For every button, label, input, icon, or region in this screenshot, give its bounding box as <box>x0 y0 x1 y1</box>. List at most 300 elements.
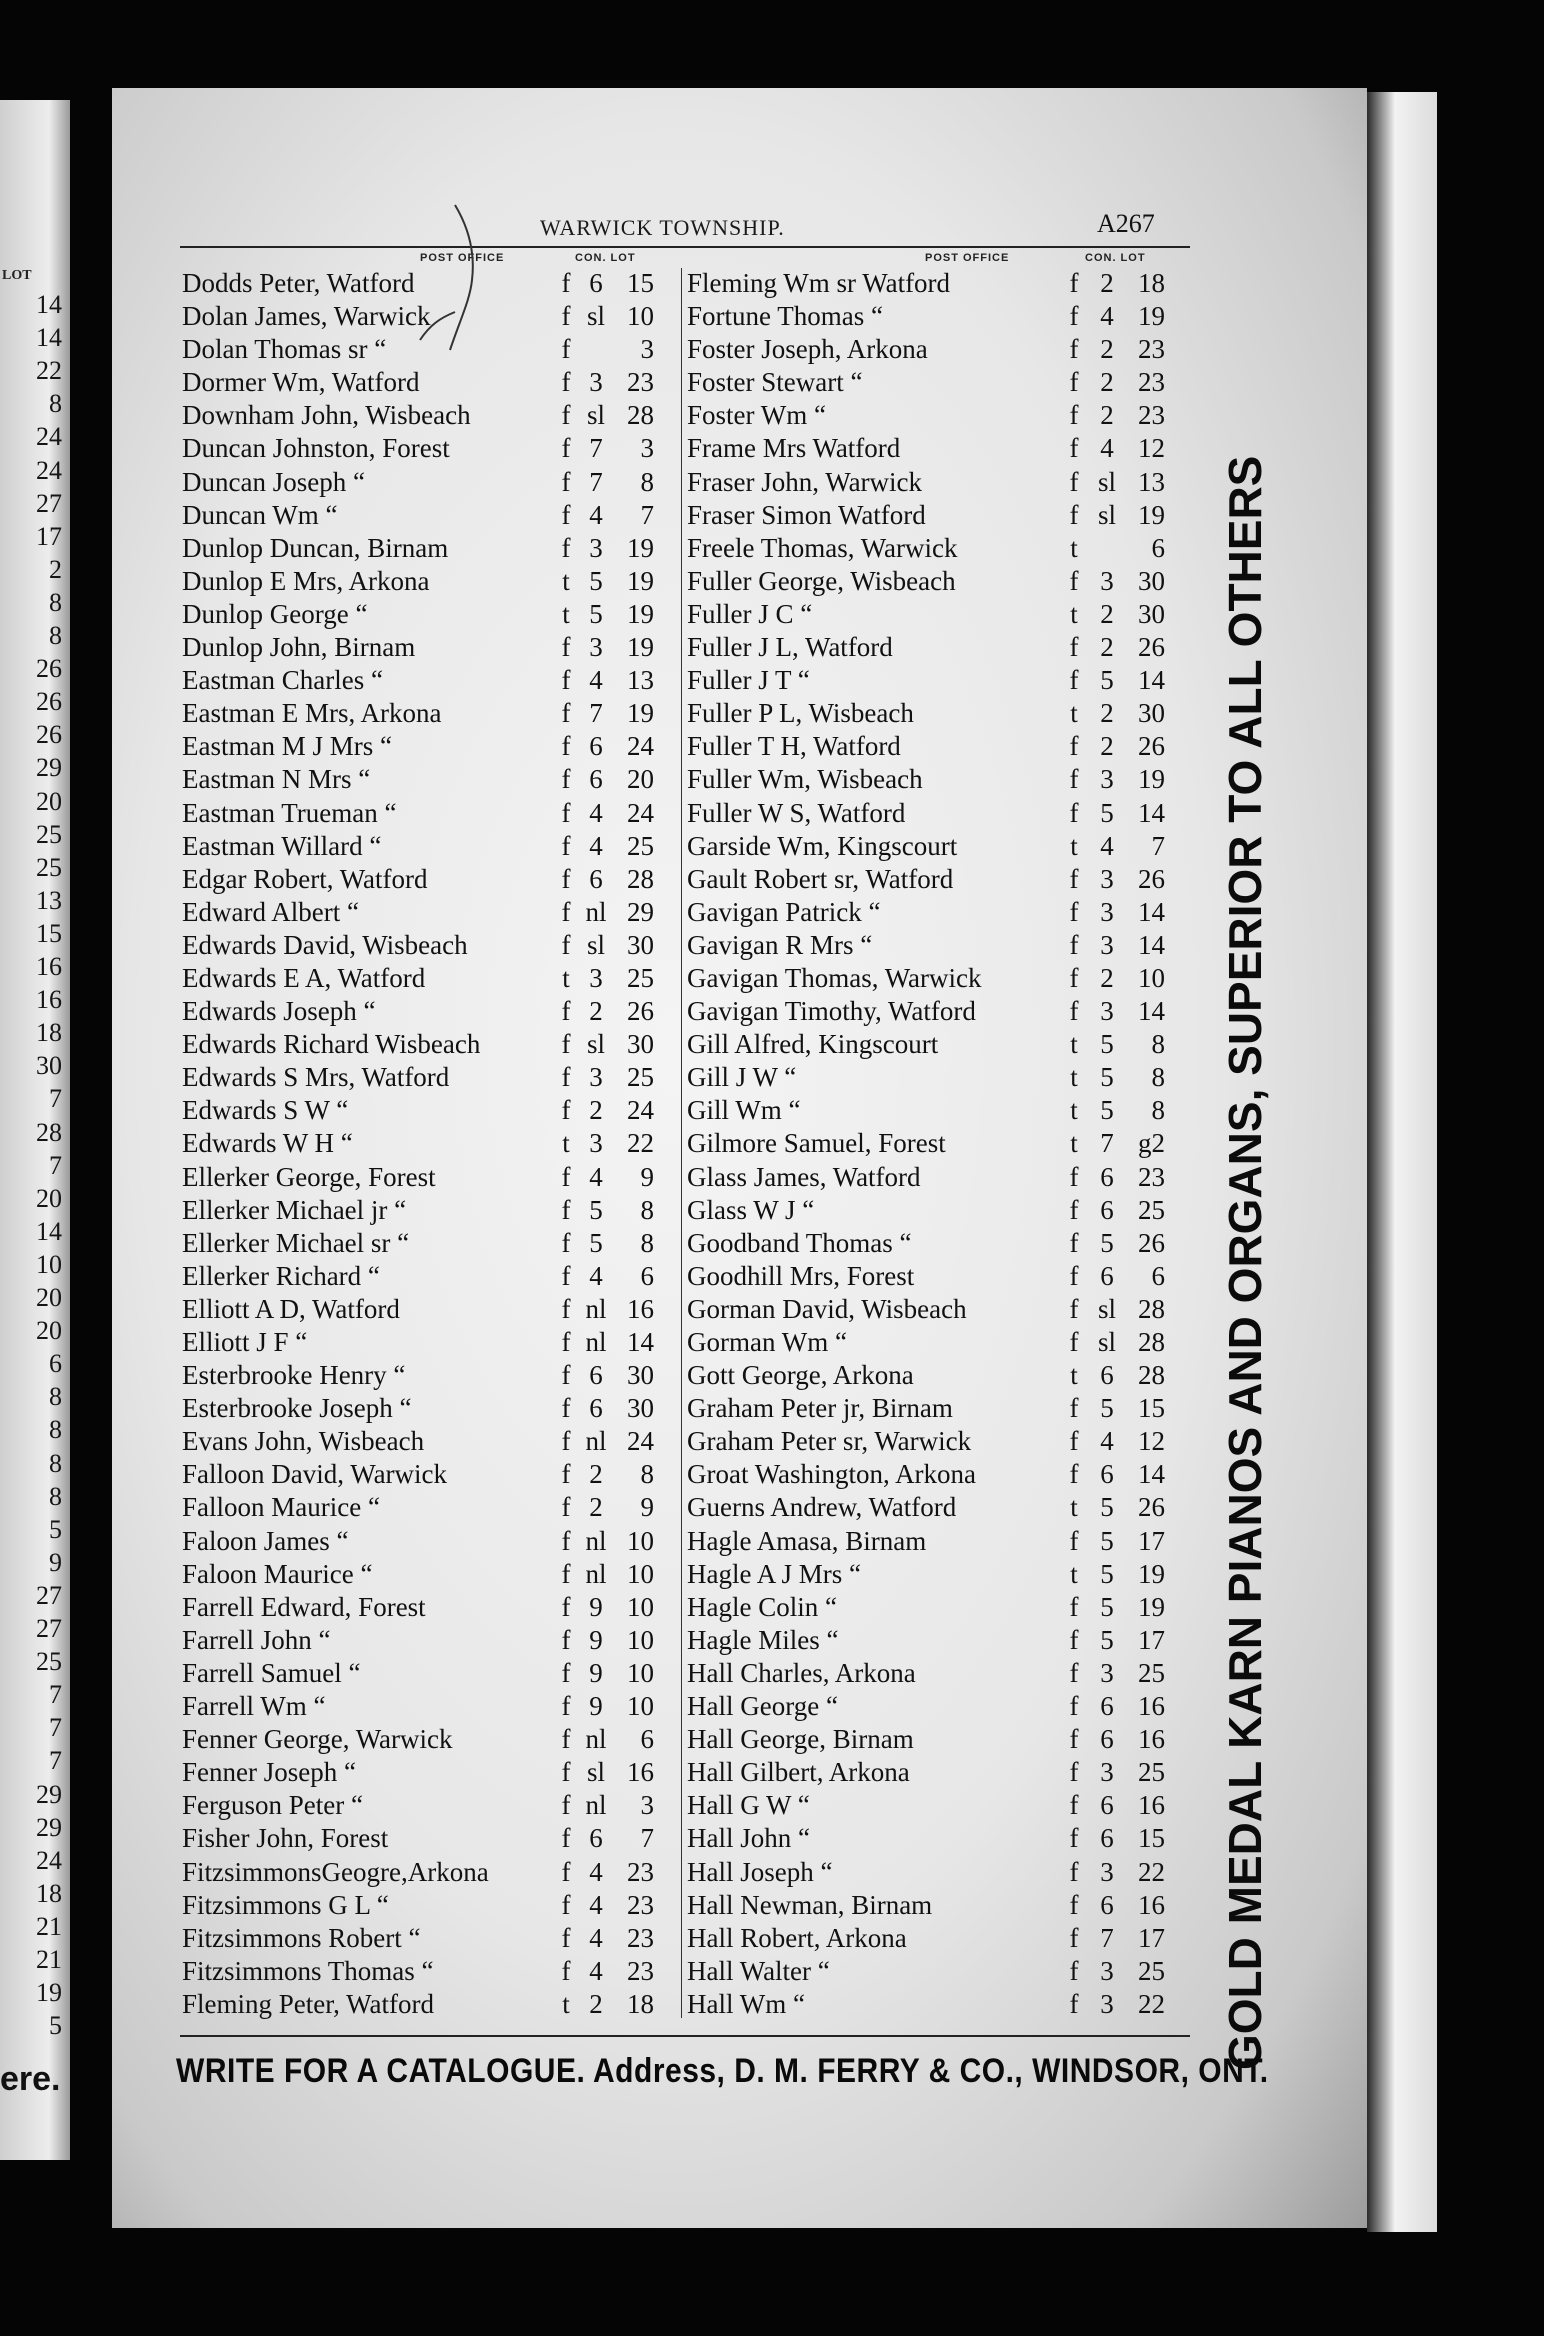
entry-name: Dunlop John, Birnam <box>182 632 416 663</box>
entry-name: Dormer Wm, Watford <box>182 367 420 398</box>
entry-lot: 16 <box>627 1293 654 1324</box>
entry-lot: 9 <box>640 1161 654 1192</box>
entry-concession: 4 <box>1100 1426 1114 1457</box>
entry-lot: 30 <box>1138 598 1165 629</box>
entry-name: Duncan Johnston, Forest <box>182 433 450 464</box>
entry-tenure: f <box>1069 1161 1079 1192</box>
entry-lot: 10 <box>1138 962 1165 993</box>
entry-name: Fitzsimmons Thomas “ <box>182 1955 434 1986</box>
entry-lot: 10 <box>627 1558 654 1589</box>
entry-concession: 2 <box>589 996 603 1027</box>
entry-lot: 10 <box>627 301 654 332</box>
entry-name: Ellerker Richard “ <box>182 1260 380 1291</box>
entry-concession: 6 <box>1100 1194 1114 1225</box>
left-lot-heading: LOT <box>2 268 32 283</box>
entry-concession: 6 <box>589 731 603 762</box>
left-lot-number: 14 <box>36 290 62 319</box>
entry-concession: 5 <box>1100 665 1114 696</box>
entry-tenure: f <box>1069 499 1079 530</box>
left-lot-number: 29 <box>36 753 62 783</box>
entry-name: Fisher John, Forest <box>182 1823 389 1854</box>
entry-lot: 23 <box>1138 400 1165 431</box>
entry-concession: 2 <box>1100 731 1114 762</box>
entry-lot: 25 <box>627 1062 654 1093</box>
directory-entry <box>182 1227 662 1260</box>
entry-name: Fleming Wm sr Watford <box>687 268 951 298</box>
entry-name: Fenner George, Warwick <box>182 1724 453 1755</box>
entry-name: Gott George, Arkona <box>687 1360 914 1391</box>
entry-lot: 30 <box>1138 698 1165 729</box>
entry-concession: 2 <box>589 1459 603 1490</box>
entry-tenure: f <box>561 1856 571 1887</box>
entry-name: Hagle Colin “ <box>687 1591 837 1622</box>
entry-concession: 5 <box>1100 797 1114 828</box>
left-lot-number: 5 <box>49 1514 62 1544</box>
entry-name: Gill Wm “ <box>687 1095 801 1126</box>
entry-name: Esterbrooke Joseph “ <box>182 1393 412 1424</box>
directory-entry <box>687 1591 1207 1624</box>
entry-lot: 16 <box>1138 1790 1165 1821</box>
directory-entry <box>182 631 662 664</box>
entry-concession: 6 <box>589 268 603 298</box>
entry-lot: 17 <box>1138 1624 1165 1655</box>
entry-lot: 16 <box>1138 1691 1165 1722</box>
entry-name: Ellerker George, Forest <box>182 1161 436 1192</box>
entry-lot: 19 <box>627 698 654 729</box>
entry-tenure: f <box>561 1095 571 1126</box>
entry-name: Hall Walter “ <box>687 1955 830 1986</box>
entry-lot: 24 <box>627 1095 654 1126</box>
entry-concession: 5 <box>1100 1525 1114 1556</box>
entry-lot: 17 <box>1138 1922 1165 1953</box>
entry-concession: 3 <box>589 367 603 398</box>
entry-concession: 6 <box>1100 1823 1114 1854</box>
entry-name: Fuller J L, Watford <box>687 632 893 663</box>
entry-tenure: f <box>561 334 571 365</box>
entry-lot: 28 <box>1138 1293 1165 1324</box>
entry-tenure: f <box>561 830 571 861</box>
entry-tenure: f <box>1069 896 1079 927</box>
entry-concession: 3 <box>1100 764 1114 795</box>
entry-concession: 4 <box>589 1922 603 1953</box>
entry-lot: 3 <box>640 433 654 464</box>
directory-entry <box>182 1723 662 1756</box>
entry-tenure: f <box>561 367 571 398</box>
entry-lot: 7 <box>1151 830 1165 861</box>
directory-entry <box>182 1094 662 1127</box>
entry-concession: 3 <box>589 532 603 563</box>
entry-lot: 28 <box>627 863 654 894</box>
entry-name: Ferguson Peter “ <box>182 1790 363 1821</box>
directory-entry <box>182 1558 662 1591</box>
entry-lot: 25 <box>627 830 654 861</box>
directory-entry <box>182 664 662 697</box>
page-number: A267 <box>1097 209 1155 238</box>
entry-lot: 10 <box>627 1691 654 1722</box>
left-lot-number: 20 <box>36 786 62 816</box>
entry-name: Gorman David, Wisbeach <box>687 1293 967 1324</box>
entry-concession: 5 <box>589 565 603 596</box>
entry-tenure: f <box>561 1922 571 1953</box>
entry-tenure: f <box>561 301 571 332</box>
directory-entry <box>687 697 1207 730</box>
entry-tenure: f <box>561 632 571 663</box>
directory-entry <box>182 830 662 863</box>
entry-concession: sl <box>1097 466 1116 497</box>
entry-lot: 25 <box>627 962 654 993</box>
directory-entry <box>687 863 1207 896</box>
entry-tenure: f <box>1069 400 1079 431</box>
entry-tenure: t <box>1070 1360 1078 1391</box>
left-lot-number: 9 <box>49 1547 62 1577</box>
entry-name: Hall George, Birnam <box>687 1724 914 1755</box>
directory-entry <box>687 664 1207 697</box>
entry-tenure: f <box>561 1227 571 1258</box>
left-lot-number: 27 <box>36 1580 62 1610</box>
entry-tenure: f <box>1069 764 1079 795</box>
entry-lot: 19 <box>627 598 654 629</box>
left-lot-number: 8 <box>49 587 62 617</box>
entry-tenure: t <box>1070 1492 1078 1523</box>
entry-lot: 23 <box>627 367 654 398</box>
entry-name: Fitzsimmons G L “ <box>182 1889 389 1920</box>
entry-tenure: f <box>561 433 571 464</box>
entry-concession: 7 <box>589 466 603 497</box>
entry-name: Glass James, Watford <box>687 1161 921 1192</box>
entry-name: Hall Charles, Arkona <box>687 1657 916 1688</box>
entry-lot: 6 <box>640 1724 654 1755</box>
entry-name: Falloon David, Warwick <box>182 1459 448 1490</box>
entry-lot: 8 <box>1151 1029 1165 1060</box>
entry-name: Eastman Willard “ <box>182 830 382 861</box>
entry-name: Eastman E Mrs, Arkona <box>182 698 442 729</box>
entry-concession: 2 <box>589 1492 603 1523</box>
entry-tenure: f <box>1069 797 1079 828</box>
entry-tenure: f <box>561 764 571 795</box>
entry-name: FitzsimmonsGeogre,Arkona <box>182 1856 489 1887</box>
entry-lot: 10 <box>627 1624 654 1655</box>
entry-tenure: f <box>1069 929 1079 960</box>
entry-concession: 3 <box>1100 896 1114 927</box>
entry-concession: sl <box>1097 1327 1116 1357</box>
entry-concession: sl <box>586 1757 605 1788</box>
entry-name: Garside Wm, Kingscourt <box>687 830 958 861</box>
left-lot-number: 8 <box>49 1415 62 1445</box>
entry-tenure: f <box>561 665 571 696</box>
entry-name: Hall Newman, Birnam <box>687 1889 933 1920</box>
entry-tenure: f <box>561 268 571 298</box>
left-lot-number: 5 <box>49 2011 62 2041</box>
entry-concession: 4 <box>589 1955 603 1986</box>
entry-tenure: f <box>1069 1790 1079 1821</box>
directory-column-left <box>182 267 662 2021</box>
left-lot-number: 2 <box>49 554 62 584</box>
entry-concession: 7 <box>1100 1128 1114 1159</box>
directory-entry <box>182 1690 662 1723</box>
entry-name: Edwards Richard Wisbeach <box>182 1029 481 1060</box>
entry-lot: 19 <box>1138 499 1165 530</box>
entry-concession: 2 <box>1100 598 1114 629</box>
entry-tenure: f <box>561 797 571 828</box>
directory-entry <box>687 1491 1207 1524</box>
entry-tenure: f <box>561 996 571 1027</box>
entry-name: Dunlop E Mrs, Arkona <box>182 565 430 596</box>
entry-name: Ellerker Michael jr “ <box>182 1194 407 1225</box>
entry-name: Faloon Maurice “ <box>182 1558 373 1589</box>
entry-name: Esterbrooke Henry “ <box>182 1360 406 1391</box>
entry-lot: 13 <box>1138 466 1165 497</box>
entry-concession: 3 <box>1100 1955 1114 1986</box>
directory-entry <box>687 300 1207 333</box>
directory-entry <box>687 1458 1207 1491</box>
left-lot-number: 8 <box>49 1481 62 1511</box>
entry-concession: 5 <box>1100 1624 1114 1655</box>
col-head-con-lot-left: CON. LOT <box>575 252 636 264</box>
directory-entry <box>687 1392 1207 1425</box>
left-lot-number: 22 <box>36 356 62 386</box>
left-lot-number: 21 <box>36 1911 62 1941</box>
directory-entry <box>182 1822 662 1855</box>
directory-entry <box>687 466 1207 499</box>
entry-tenure: f <box>561 1161 571 1192</box>
entry-lot: 3 <box>640 1790 654 1821</box>
entry-name: Graham Peter jr, Birnam <box>687 1393 953 1424</box>
left-lot-number: 8 <box>49 1382 62 1412</box>
left-lot-number: 7 <box>49 1713 62 1743</box>
entry-concession: nl <box>585 1327 607 1357</box>
left-lot-number: 16 <box>36 985 62 1015</box>
directory-entry <box>687 1194 1207 1227</box>
directory-entry <box>687 1028 1207 1061</box>
entry-lot: 8 <box>640 1459 654 1490</box>
entry-lot: 22 <box>1138 1988 1165 2019</box>
entry-tenure: f <box>1069 996 1079 1027</box>
entry-tenure: f <box>561 1657 571 1688</box>
directory-entry <box>182 1127 662 1160</box>
directory-entry <box>687 1525 1207 1558</box>
entry-tenure: f <box>561 1260 571 1291</box>
entry-tenure: f <box>1069 1525 1079 1556</box>
entry-lot: 10 <box>627 1525 654 1556</box>
entry-concession: 7 <box>589 698 603 729</box>
directory-entry <box>687 830 1207 863</box>
entry-lot: 13 <box>627 665 654 696</box>
entry-lot: 30 <box>627 1029 654 1060</box>
entry-lot: 25 <box>1138 1194 1165 1225</box>
entry-lot: 8 <box>640 1227 654 1258</box>
entry-name: Gavigan Thomas, Warwick <box>687 962 982 993</box>
left-lot-number: 29 <box>36 1779 62 1809</box>
entry-tenure: f <box>561 1691 571 1722</box>
entry-tenure: t <box>1070 1029 1078 1060</box>
entry-name: Hall Robert, Arkona <box>687 1922 907 1953</box>
entry-name: Farrell Edward, Forest <box>182 1591 426 1622</box>
entry-name: Gorman Wm “ <box>687 1327 847 1357</box>
entry-name: Gavigan Timothy, Watford <box>687 996 976 1027</box>
entry-concession: 4 <box>589 499 603 530</box>
directory-entry <box>687 962 1207 995</box>
directory-entry <box>687 1425 1207 1458</box>
directory-entry <box>182 1161 662 1194</box>
entry-tenure: f <box>1069 1988 1079 2019</box>
entry-tenure: f <box>561 863 571 894</box>
entry-lot: 14 <box>1138 1459 1165 1490</box>
left-lot-number: 14 <box>36 323 62 353</box>
entry-tenure: f <box>1069 1823 1079 1854</box>
entry-tenure: f <box>1069 1657 1079 1688</box>
entry-tenure: f <box>561 698 571 729</box>
left-lot-number: 10 <box>36 1249 62 1279</box>
directory-entry <box>182 962 662 995</box>
entry-lot: 30 <box>627 1393 654 1424</box>
entry-lot: 28 <box>1138 1327 1165 1357</box>
directory-entry <box>687 532 1207 565</box>
entry-tenure: f <box>1069 1856 1079 1887</box>
directory-entry <box>687 1359 1207 1392</box>
directory-entry <box>687 763 1207 796</box>
entry-lot: 19 <box>1138 1558 1165 1589</box>
entry-name: Gavigan R Mrs “ <box>687 929 873 960</box>
entry-tenure: f <box>561 466 571 497</box>
entry-concession: 4 <box>589 830 603 861</box>
directory-entry <box>687 929 1207 962</box>
entry-name: Hall Joseph “ <box>687 1856 833 1887</box>
directory-entry <box>182 1458 662 1491</box>
directory-entry <box>182 1359 662 1392</box>
entry-concession: 6 <box>589 1823 603 1854</box>
entry-concession: 9 <box>589 1657 603 1688</box>
entry-name: Goodband Thomas “ <box>687 1227 912 1258</box>
entry-name: Falloon Maurice “ <box>182 1492 380 1523</box>
entry-concession: 4 <box>589 1889 603 1920</box>
entry-concession: 7 <box>1100 1922 1114 1953</box>
entry-tenure: f <box>1069 1393 1079 1424</box>
left-lot-number: 26 <box>36 654 62 684</box>
entry-name: Dunlop Duncan, Birnam <box>182 532 449 563</box>
entry-name: Elliott J F “ <box>182 1327 308 1357</box>
entry-tenure: f <box>1069 632 1079 663</box>
entry-name: Hall Wm “ <box>687 1988 805 2019</box>
entry-tenure: f <box>1069 665 1079 696</box>
entry-lot: 23 <box>627 1856 654 1887</box>
left-lot-number: 18 <box>36 1018 62 1048</box>
entry-name: Freele Thomas, Warwick <box>687 532 958 563</box>
entry-lot: 6 <box>1151 532 1165 563</box>
entry-lot: 8 <box>640 1194 654 1225</box>
entry-tenure: f <box>561 731 571 762</box>
entry-lot: 25 <box>1138 1757 1165 1788</box>
entry-lot: 7 <box>640 499 654 530</box>
entry-lot: 30 <box>627 1360 654 1391</box>
entry-lot: 9 <box>640 1492 654 1523</box>
entry-concession: nl <box>585 1724 607 1755</box>
col-head-post-office-left: POST OFFICE <box>420 252 505 264</box>
left-lot-number: 24 <box>36 455 62 485</box>
entry-lot: 7 <box>640 1823 654 1854</box>
entry-concession: 3 <box>589 632 603 663</box>
left-lot-number: 7 <box>49 1680 62 1710</box>
entry-lot: 14 <box>627 1327 654 1357</box>
entry-tenure: t <box>1070 1095 1078 1126</box>
entry-concession: 4 <box>1100 301 1114 332</box>
entry-name: Gill Alfred, Kingscourt <box>687 1029 939 1060</box>
entry-concession: sl <box>586 1029 605 1060</box>
directory-entry <box>687 432 1207 465</box>
entry-name: Dolan James, Warwick <box>182 301 431 332</box>
entry-concession: 2 <box>1100 698 1114 729</box>
directory-entry <box>687 1094 1207 1127</box>
side-advertisement: GOLD MEDAL KARN PIANOS AND ORGANS, SUPERIOR TO ALL OTHERS <box>1219 455 1271 2070</box>
entry-lot: 30 <box>627 929 654 960</box>
entry-concession: sl <box>1097 499 1116 530</box>
directory-entry <box>182 929 662 962</box>
entry-tenure: t <box>1070 698 1078 729</box>
entry-name: Goodhill Mrs, Forest <box>687 1260 915 1291</box>
directory-entry <box>687 995 1207 1028</box>
entry-name: Edwards E A, Watford <box>182 962 426 993</box>
entry-lot: 18 <box>1138 268 1165 298</box>
entry-tenure: f <box>1069 1426 1079 1457</box>
entry-lot: 22 <box>627 1128 654 1159</box>
entry-lot: 26 <box>627 996 654 1027</box>
left-lot-number: 25 <box>36 1647 62 1677</box>
entry-lot: 19 <box>627 632 654 663</box>
entry-lot: 26 <box>1138 863 1165 894</box>
entry-tenure: f <box>1069 962 1079 993</box>
entry-lot: 15 <box>627 268 654 298</box>
left-lot-number: 16 <box>36 952 62 981</box>
entry-concession: 5 <box>589 1227 603 1258</box>
entry-concession: 6 <box>1100 1260 1114 1291</box>
entry-lot: 23 <box>627 1889 654 1920</box>
entry-concession: 4 <box>589 797 603 828</box>
entry-tenure: f <box>561 1492 571 1523</box>
entry-name: Dunlop George “ <box>182 598 368 629</box>
entry-tenure: f <box>1069 1260 1079 1291</box>
entry-lot: 6 <box>640 1260 654 1291</box>
directory-entry <box>182 1028 662 1061</box>
entry-tenure: f <box>1069 1293 1079 1324</box>
entry-lot: 14 <box>1138 797 1165 828</box>
entry-name: Fuller George, Wisbeach <box>687 565 956 596</box>
directory-entry <box>687 1690 1207 1723</box>
entry-lot: 19 <box>627 565 654 596</box>
entry-concession: 4 <box>1100 830 1114 861</box>
entry-lot: 17 <box>1138 1525 1165 1556</box>
entry-concession: 6 <box>589 1360 603 1391</box>
entry-name: Fitzsimmons Robert “ <box>182 1922 421 1953</box>
directory-entry <box>687 1723 1207 1756</box>
entry-concession: nl <box>585 1293 607 1324</box>
entry-name: Fraser John, Warwick <box>687 466 923 497</box>
entry-concession: 5 <box>1100 1095 1114 1126</box>
directory-entry <box>687 565 1207 598</box>
entry-lot: 24 <box>627 731 654 762</box>
running-head: WARWICK TOWNSHIP. <box>540 215 785 240</box>
directory-entry <box>687 1856 1207 1889</box>
directory-entry <box>687 1326 1207 1359</box>
entry-lot: 26 <box>1138 1492 1165 1523</box>
entry-concession: 3 <box>589 1128 603 1159</box>
left-page-fragment <box>0 100 70 2160</box>
entry-name: Fuller J T “ <box>687 665 810 696</box>
entry-name: Dodds Peter, Watford <box>182 268 415 298</box>
entry-concession: nl <box>585 1790 607 1821</box>
entry-name: Fenner Joseph “ <box>182 1757 356 1788</box>
entry-name: Edwards S Mrs, Watford <box>182 1062 450 1093</box>
entry-name: Fleming Peter, Watford <box>182 1988 434 2019</box>
entry-concession: 3 <box>1100 996 1114 1027</box>
